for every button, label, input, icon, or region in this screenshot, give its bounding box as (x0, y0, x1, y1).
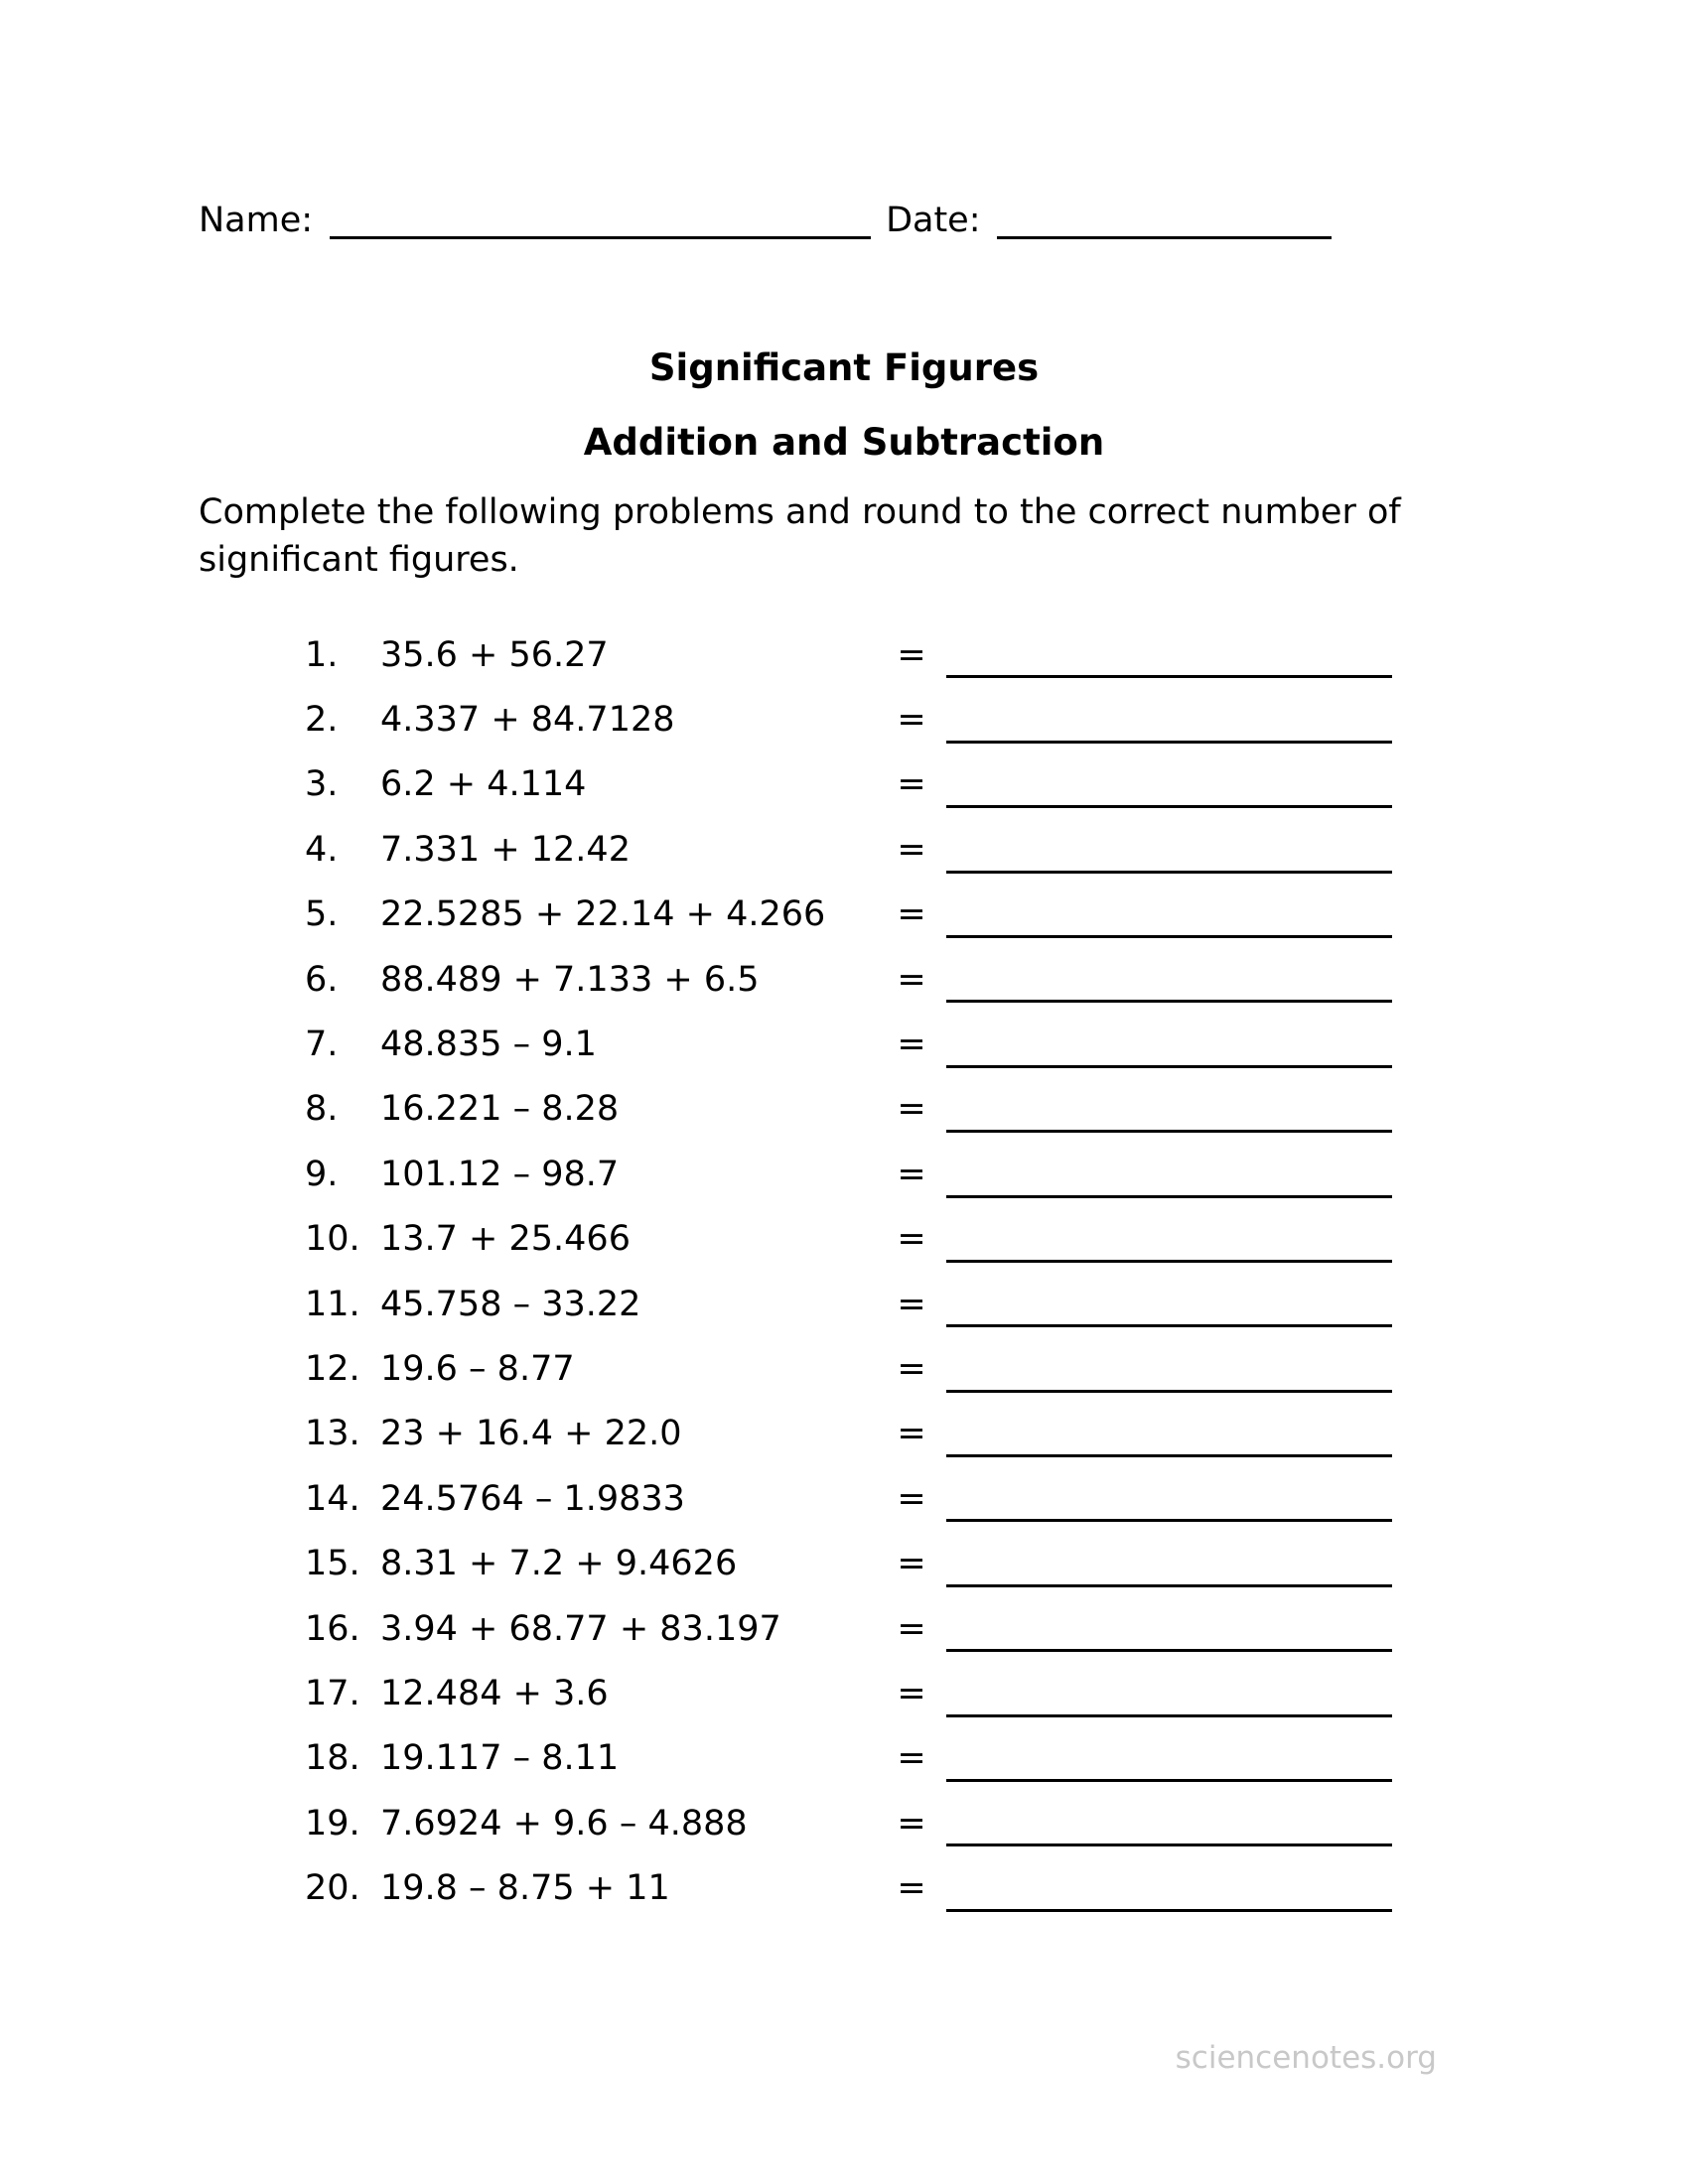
answer-blank[interactable] (946, 741, 1392, 744)
page-subtitle: Addition and Subtraction (583, 421, 1105, 464)
problem-expression: 45.758 – 33.22 (380, 1284, 641, 1324)
equals-sign: = (897, 1478, 926, 1519)
answer-blank[interactable] (946, 871, 1392, 874)
problem-expression: 7.6924 + 9.6 – 4.888 (380, 1803, 748, 1843)
watermark: sciencenotes.org (1175, 2040, 1437, 2076)
problem-row (305, 1012, 1392, 1076)
problem-expression: 23 + 16.4 + 22.0 (380, 1414, 682, 1454)
answer-blank[interactable] (946, 1584, 1392, 1587)
name-label: Name: (199, 201, 314, 240)
problem-row (305, 1142, 1392, 1206)
equals-sign: = (897, 829, 926, 870)
problem-row (305, 1855, 1392, 1920)
problem-row (305, 1531, 1392, 1595)
problem-row (305, 752, 1392, 817)
problem-number: 11. (305, 1284, 360, 1324)
problem-number: 13. (305, 1414, 360, 1454)
problem-row (305, 622, 1392, 687)
problem-expression: 48.835 – 9.1 (380, 1024, 597, 1065)
equals-sign: = (897, 959, 926, 1000)
problem-number: 16. (305, 1608, 360, 1649)
problem-number: 10. (305, 1219, 360, 1260)
problem-row (305, 1596, 1392, 1661)
problem-row (305, 1336, 1392, 1401)
page-title: Significant Figures (648, 346, 1040, 389)
problem-row (305, 1207, 1392, 1272)
equals-sign: = (897, 1154, 926, 1194)
equals-sign: = (897, 1024, 926, 1065)
answer-blank[interactable] (946, 935, 1392, 938)
equals-sign: = (897, 1803, 926, 1843)
problem-expression: 19.8 – 8.75 + 11 (380, 1868, 670, 1909)
problem-row (305, 1272, 1392, 1336)
problem-row (305, 1791, 1392, 1855)
problem-expression: 19.117 – 8.11 (380, 1738, 620, 1779)
problem-row (305, 1661, 1392, 1725)
problems-list (305, 622, 1392, 1921)
problem-expression: 24.5764 – 1.9833 (380, 1478, 685, 1519)
problem-number: 14. (305, 1478, 360, 1519)
answer-blank[interactable] (946, 1843, 1392, 1846)
equals-sign: = (897, 764, 926, 805)
problem-expression: 4.337 + 84.7128 (380, 700, 675, 741)
answer-blank[interactable] (946, 1649, 1392, 1652)
problem-number: 9. (305, 1154, 339, 1194)
problem-number: 15. (305, 1544, 360, 1584)
answer-blank[interactable] (946, 1519, 1392, 1522)
equals-sign: = (897, 1738, 926, 1779)
problem-number: 18. (305, 1738, 360, 1779)
problem-row (305, 883, 1392, 947)
problem-number: 5. (305, 894, 339, 935)
problem-expression: 8.31 + 7.2 + 9.4626 (380, 1544, 738, 1584)
equals-sign: = (897, 634, 926, 675)
answer-blank[interactable] (946, 1779, 1392, 1782)
name-blank-line[interactable] (330, 236, 871, 239)
answer-blank[interactable] (946, 1000, 1392, 1003)
problem-expression: 12.484 + 3.6 (380, 1673, 609, 1713)
problem-expression: 19.6 – 8.77 (380, 1348, 575, 1389)
answer-blank[interactable] (946, 1454, 1392, 1457)
problem-row (305, 947, 1392, 1012)
problem-number: 6. (305, 959, 339, 1000)
problem-number: 12. (305, 1348, 360, 1389)
equals-sign: = (897, 1414, 926, 1454)
date-label: Date: (886, 201, 981, 240)
problem-number: 8. (305, 1089, 339, 1130)
problem-row (305, 1077, 1392, 1142)
problem-expression: 101.12 – 98.7 (380, 1154, 620, 1194)
equals-sign: = (897, 1673, 926, 1713)
instructions-text: Complete the following problems and round to the correct number of significant figures. (199, 492, 1401, 580)
equals-sign: = (897, 1868, 926, 1909)
problem-row (305, 1726, 1392, 1791)
problem-row (305, 817, 1392, 882)
equals-sign: = (897, 1089, 926, 1130)
problem-expression: 3.94 + 68.77 + 83.197 (380, 1608, 781, 1649)
equals-sign: = (897, 1284, 926, 1324)
problem-number: 7. (305, 1024, 339, 1065)
answer-blank[interactable] (946, 1065, 1392, 1068)
date-blank-line[interactable] (997, 236, 1332, 239)
answer-blank[interactable] (946, 805, 1392, 808)
problem-expression: 13.7 + 25.466 (380, 1219, 631, 1260)
problem-row (305, 1402, 1392, 1466)
problem-expression: 16.221 – 8.28 (380, 1089, 620, 1130)
answer-blank[interactable] (946, 1909, 1392, 1912)
equals-sign: = (897, 700, 926, 741)
problem-number: 4. (305, 829, 339, 870)
answer-blank[interactable] (946, 1130, 1392, 1133)
equals-sign: = (897, 1544, 926, 1584)
problem-expression: 7.331 + 12.42 (380, 829, 631, 870)
answer-blank[interactable] (946, 1324, 1392, 1327)
equals-sign: = (897, 1608, 926, 1649)
problem-expression: 22.5285 + 22.14 + 4.266 (380, 894, 826, 935)
problem-number: 2. (305, 700, 339, 741)
answer-blank[interactable] (946, 1260, 1392, 1263)
problem-number: 20. (305, 1868, 360, 1909)
problem-number: 19. (305, 1803, 360, 1843)
answer-blank[interactable] (946, 1714, 1392, 1717)
answer-blank[interactable] (946, 1195, 1392, 1198)
equals-sign: = (897, 894, 926, 935)
problem-row (305, 1466, 1392, 1531)
problem-expression: 35.6 + 56.27 (380, 634, 609, 675)
problem-expression: 6.2 + 4.114 (380, 764, 587, 805)
equals-sign: = (897, 1348, 926, 1389)
problem-expression: 88.489 + 7.133 + 6.5 (380, 959, 760, 1000)
answer-blank[interactable] (946, 675, 1392, 678)
problem-number: 17. (305, 1673, 360, 1713)
problem-number: 1. (305, 634, 339, 675)
answer-blank[interactable] (946, 1390, 1392, 1393)
equals-sign: = (897, 1219, 926, 1260)
problem-row (305, 687, 1392, 751)
problem-number: 3. (305, 764, 339, 805)
name-date-row (199, 201, 1569, 240)
